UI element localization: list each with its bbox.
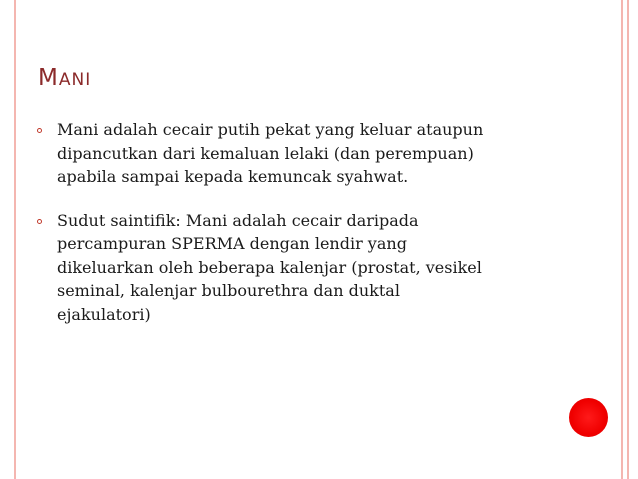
red-dot-icon <box>569 398 608 437</box>
slide-title <box>38 66 91 92</box>
bullet-list <box>36 118 556 346</box>
bullet-line: percampuran SPERMA dengan lendir yang <box>57 234 407 253</box>
bullet-line: apabila sampai kepada kemuncak syahwat. <box>57 167 409 186</box>
slide-border-right-outer <box>621 0 623 479</box>
bullet-item <box>36 209 556 327</box>
slide-border-left <box>14 0 16 479</box>
slide-title-first-letter: M <box>38 65 59 91</box>
slide-title-rest: ANI <box>58 70 92 90</box>
circle-bullet-icon <box>37 128 42 133</box>
bullet-line: ejakulatori) <box>57 304 151 324</box>
bullet-line: Mani adalah cecair putih pekat yang keluar ataupun <box>57 120 484 139</box>
slide-border-right-inner <box>627 0 629 479</box>
bullet-line: seminal, kalenjar bulbourethra dan duktal <box>57 281 400 300</box>
bullet-line: dipancutkan dari kemaluan lelaki (dan perempuan) <box>57 143 474 163</box>
bullet-line: Sudut saintifik: Mani adalah cecair daripada <box>57 210 419 230</box>
bullet-item <box>36 118 556 189</box>
bullet-line: dikeluarkan oleh beberapa kalenjar (prostat, vesikel <box>57 257 482 277</box>
circle-bullet-icon <box>37 219 42 224</box>
